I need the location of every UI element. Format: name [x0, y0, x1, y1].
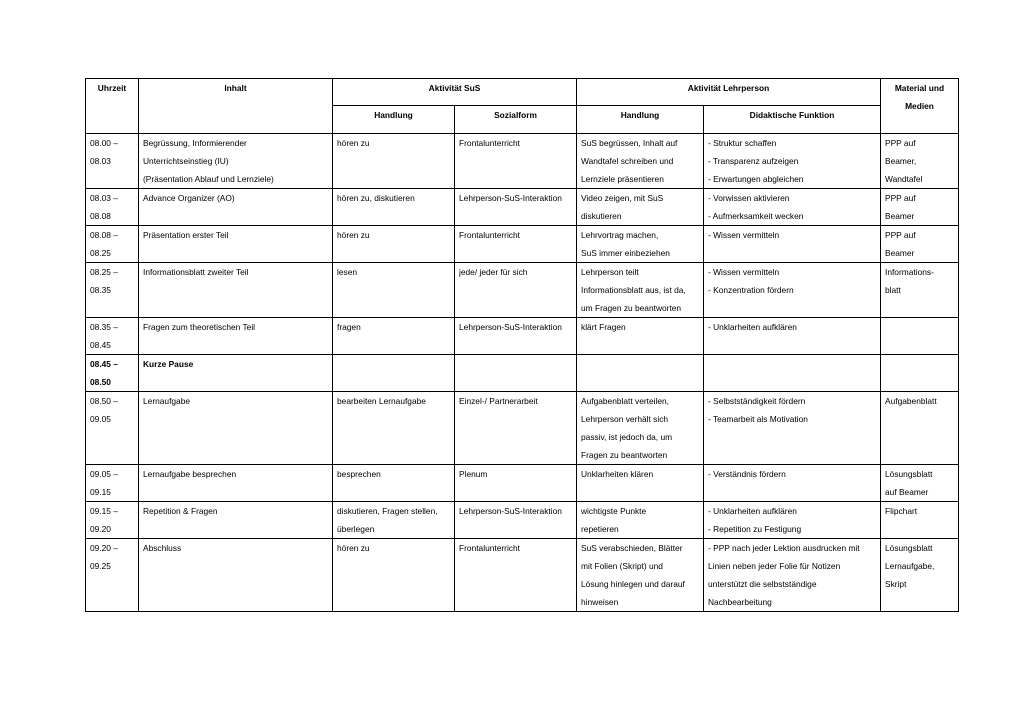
cell-material	[881, 318, 959, 355]
cell-didactic-function: - Unklarheiten aufklären - Repetition zu Festigung	[704, 502, 881, 539]
table-row	[86, 502, 959, 539]
header-material: Material und Medien	[881, 79, 959, 134]
cell-teacher-action: Lehrperson teilt Informationsblatt aus, ist da, um Fragen zu beantworten	[577, 263, 704, 318]
cell-content: Lernaufgabe besprechen	[139, 465, 333, 502]
cell-time: 08.03 – 08.08	[86, 189, 139, 226]
cell-time: 08.35 – 08.45	[86, 318, 139, 355]
cell-material: Flipchart	[881, 502, 959, 539]
cell-student-social-form: Lehrperson-SuS-Interaktion	[455, 318, 577, 355]
cell-student-social-form: Frontalunterricht	[455, 134, 577, 189]
cell-student-social-form: Einzel-/ Partnerarbeit	[455, 392, 577, 465]
cell-teacher-action: klärt Fragen	[577, 318, 704, 355]
cell-student-action	[333, 355, 455, 392]
cell-student-action: bearbeiten Lernaufgabe	[333, 392, 455, 465]
table-row	[86, 318, 959, 355]
cell-didactic-function: - Struktur schaffen - Transparenz aufzeigen - Erwartungen abgleichen	[704, 134, 881, 189]
cell-material: PPP auf Beamer, Wandtafel	[881, 134, 959, 189]
table-row	[86, 355, 959, 392]
table-row	[86, 189, 959, 226]
cell-content: Kurze Pause	[139, 355, 333, 392]
cell-teacher-action: Unklarheiten klären	[577, 465, 704, 502]
cell-content: Lernaufgabe	[139, 392, 333, 465]
cell-content: Repetition & Fragen	[139, 502, 333, 539]
cell-teacher-action: Aufgabenblatt verteilen, Lehrperson verhält sich passiv, ist jedoch da, um Fragen zu beantworten	[577, 392, 704, 465]
cell-content: Fragen zum theoretischen Teil	[139, 318, 333, 355]
table-row	[86, 134, 959, 189]
cell-student-action: fragen	[333, 318, 455, 355]
cell-content: Advance Organizer (AO)	[139, 189, 333, 226]
cell-student-action: diskutieren, Fragen stellen, überlegen	[333, 502, 455, 539]
cell-material: Lösungsblatt auf Beamer	[881, 465, 959, 502]
subheader-student-action: Handlung	[333, 106, 455, 134]
cell-time: 08.45 – 08.50	[86, 355, 139, 392]
cell-content: Abschluss	[139, 539, 333, 612]
subheader-teacher-action: Handlung	[577, 106, 704, 134]
cell-content: Begrüssung, Informierender Unterrichtseinstieg (IU) (Präsentation Ablauf und Lernziele)	[139, 134, 333, 189]
table-body	[86, 134, 959, 612]
cell-teacher-action: SuS verabschieden, Blätter mit Folien (Skript) und Lösung hinlegen und darauf hinweisen	[577, 539, 704, 612]
lesson-plan-sheet	[85, 78, 959, 612]
lesson-plan-table	[85, 78, 959, 612]
cell-student-action: besprechen	[333, 465, 455, 502]
table-row	[86, 392, 959, 465]
cell-didactic-function: - Wissen vermitteln - Konzentration fördern	[704, 263, 881, 318]
table-row	[86, 539, 959, 612]
cell-student-action: hören zu	[333, 134, 455, 189]
cell-student-social-form: jede/ jeder für sich	[455, 263, 577, 318]
cell-teacher-action: wichtigste Punkte repetieren	[577, 502, 704, 539]
cell-didactic-function: - Unklarheiten aufklären	[704, 318, 881, 355]
cell-time: 08.08 – 08.25	[86, 226, 139, 263]
cell-teacher-action: SuS begrüssen, Inhalt auf Wandtafel schreiben und Lernziele präsentieren	[577, 134, 704, 189]
cell-didactic-function: - Verständnis fördern	[704, 465, 881, 502]
cell-student-action: hören zu	[333, 539, 455, 612]
table-row	[86, 465, 959, 502]
cell-didactic-function: - Wissen vermitteln	[704, 226, 881, 263]
header-content: Inhalt	[139, 79, 333, 134]
cell-content: Präsentation erster Teil	[139, 226, 333, 263]
cell-student-action: hören zu	[333, 226, 455, 263]
cell-student-action: hören zu, diskutieren	[333, 189, 455, 226]
cell-time: 08.00 – 08.03	[86, 134, 139, 189]
cell-material	[881, 355, 959, 392]
cell-didactic-function	[704, 355, 881, 392]
cell-student-social-form: Lehrperson-SuS-Interaktion	[455, 502, 577, 539]
header-teacher-activity: Aktivität Lehrperson	[577, 79, 881, 106]
header-student-activity: Aktivität SuS	[333, 79, 577, 106]
cell-student-social-form	[455, 355, 577, 392]
cell-time: 09.15 – 09.20	[86, 502, 139, 539]
cell-teacher-action: Lehrvortrag machen, SuS immer einbeziehen	[577, 226, 704, 263]
cell-content: Informationsblatt zweiter Teil	[139, 263, 333, 318]
cell-student-social-form: Frontalunterricht	[455, 539, 577, 612]
cell-student-action: lesen	[333, 263, 455, 318]
cell-material: Lösungsblatt Lernaufgabe, Skript	[881, 539, 959, 612]
cell-time: 08.25 – 08.35	[86, 263, 139, 318]
cell-teacher-action: Video zeigen, mit SuS diskutieren	[577, 189, 704, 226]
cell-time: 09.20 – 09.25	[86, 539, 139, 612]
cell-material: Aufgabenblatt	[881, 392, 959, 465]
cell-material: PPP auf Beamer	[881, 189, 959, 226]
table-row	[86, 263, 959, 318]
header-time: Uhrzeit	[86, 79, 139, 134]
subheader-student-social-form: Sozialform	[455, 106, 577, 134]
cell-teacher-action	[577, 355, 704, 392]
cell-student-social-form: Frontalunterricht	[455, 226, 577, 263]
cell-didactic-function: - PPP nach jeder Lektion ausdrucken mit Linien neben jeder Folie für Notizen unterstützt die selbstständige Nachbearbeitung	[704, 539, 881, 612]
cell-student-social-form: Lehrperson-SuS-Interaktion	[455, 189, 577, 226]
subheader-didactic-function: Didaktische Funktion	[704, 106, 881, 134]
cell-material: PPP auf Beamer	[881, 226, 959, 263]
cell-didactic-function: - Selbstständigkeit fördern - Teamarbeit als Motivation	[704, 392, 881, 465]
cell-didactic-function: - Vorwissen aktivieren - Aufmerksamkeit wecken	[704, 189, 881, 226]
cell-time: 09.05 – 09.15	[86, 465, 139, 502]
cell-student-social-form: Plenum	[455, 465, 577, 502]
cell-material: Informations- blatt	[881, 263, 959, 318]
cell-time: 08.50 – 09.05	[86, 392, 139, 465]
table-row	[86, 226, 959, 263]
